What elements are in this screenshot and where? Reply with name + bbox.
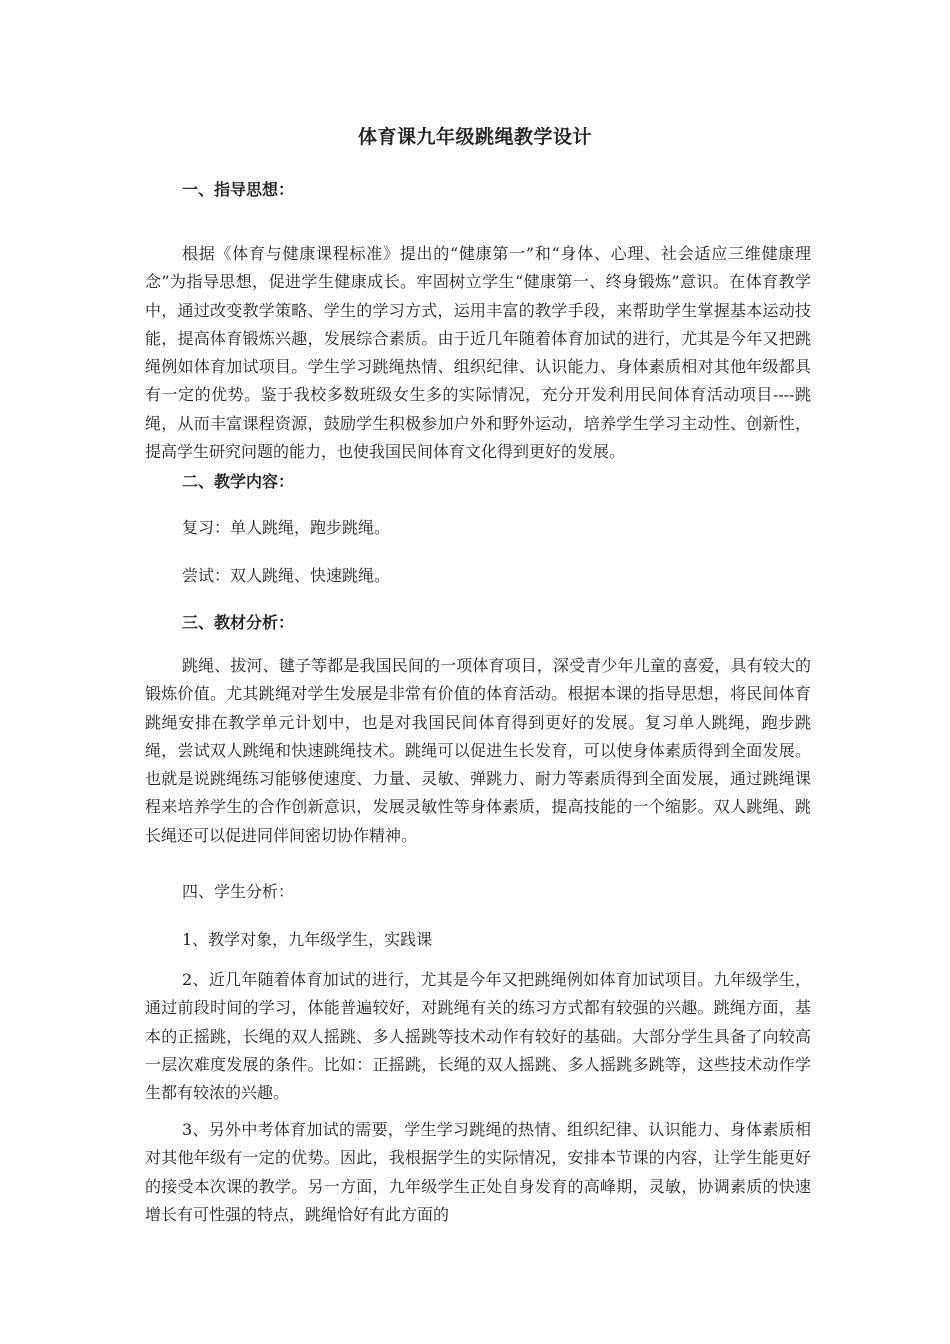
section-heading-guiding-ideology: 一、指导思想： (182, 180, 295, 199)
student-analysis-item-2: 2、近几年随着体育加试的进行，尤其是今年又把跳绳例如体育加试项目。九年级学生，通过前段时间的学习，体能普遍较好，对跳绳有关的练习方式都有较强的兴趣。跳绳方面，基本的正摇跳，长绳的双人摇跳、多人摇跳等技术动作有较好的基础。大部分学生具备了向较高一层次难度发展的条件。比如：正摇跳，长绳的双人摇跳、多人摇跳多跳等，这些技术动作学生都有较浓的兴趣。 (145, 970, 811, 1103)
paragraph-guiding-ideology: 根据《体育与健康课程标准》提出的“健康第一”和“身体、心理、社会适应三维健康理念”为指导思想，促进学生健康成长。牢固树立学生“健康第一、终身锻炼”意识。在体育教学中，通过改变教学策略、学生的学习方式，运用丰富的教学手段，来帮助学生掌握基本运动技能，提高体育锻炼兴趣，发展综合素质。由于近几年随着体育加试的进行，尤其是今年又把跳绳例如体育加试项目。学生学习跳绳热情、组织纪律、认识能力、身体素质相对其他年级都具有一定的优势。鉴于我校多数班级女生多的实际情况，充分开发利用民间体育活动项目----跳绳，从而丰富课程资源，鼓励学生积极参加户外和野外运动，培养学生学习主动性、创新性，提高学生研究问题的能力，也使我国民间体育文化得到更好的发展。 (145, 244, 811, 462)
student-analysis-item-1: 1、教学对象，九年级学生，实践课 (182, 930, 433, 949)
section-heading-material-analysis: 三、教材分析： (182, 613, 295, 632)
paragraph-material-analysis: 跳绳、拔河、毽子等都是我国民间的一项体育项目，深受青少年儿童的喜爱，具有较大的锻炼价值。尤其跳绳对学生发展是非常有价值的体育活动。根据本课的指导思想，将民间体育跳绳安排在教学单元计划中，也是对我国民间体育得到更好的发展。复习单人跳绳，跑步跳绳，尝试双人跳绳和快速跳绳技术。跳绳可以促进生长发育，可以使身体素质得到全面发展。也就是说跳绳练习能够使速度、力量、灵敏、弹跳力、耐力等素质得到全面发展，通过跳绳课程来培养学生的合作创新意识，发展灵敏性等身体素质，提高技能的一个缩影。双人跳绳、跳长绳还可以促进同伴间密切协作精神。 (145, 656, 811, 845)
section-heading-student-analysis: 四、学生分析： (182, 882, 295, 901)
student-analysis-item-3: 3、另外中考体育加试的需要，学生学习跳绳的热情、组织纪律、认识能力、身体素质相对其他年级有一定的优势。因此，我根据学生的实际情况，安排本节课的内容，让学生能更好的接受本次课的教学。另一方面，九年级学生正处自身发育的高峰期，灵敏，协调素质的快速增长有可性强的特点，跳绳恰好有此方面的 (145, 1120, 811, 1224)
teaching-content-attempt: 尝试：双人跳绳、快速跳绳。 (182, 566, 391, 585)
section-heading-teaching-content: 二、教学内容： (182, 472, 295, 491)
teaching-content-review: 复习：单人跳绳，跑步跳绳。 (182, 518, 391, 537)
document-title: 体育课九年级跳绳教学设计 (357, 126, 592, 148)
